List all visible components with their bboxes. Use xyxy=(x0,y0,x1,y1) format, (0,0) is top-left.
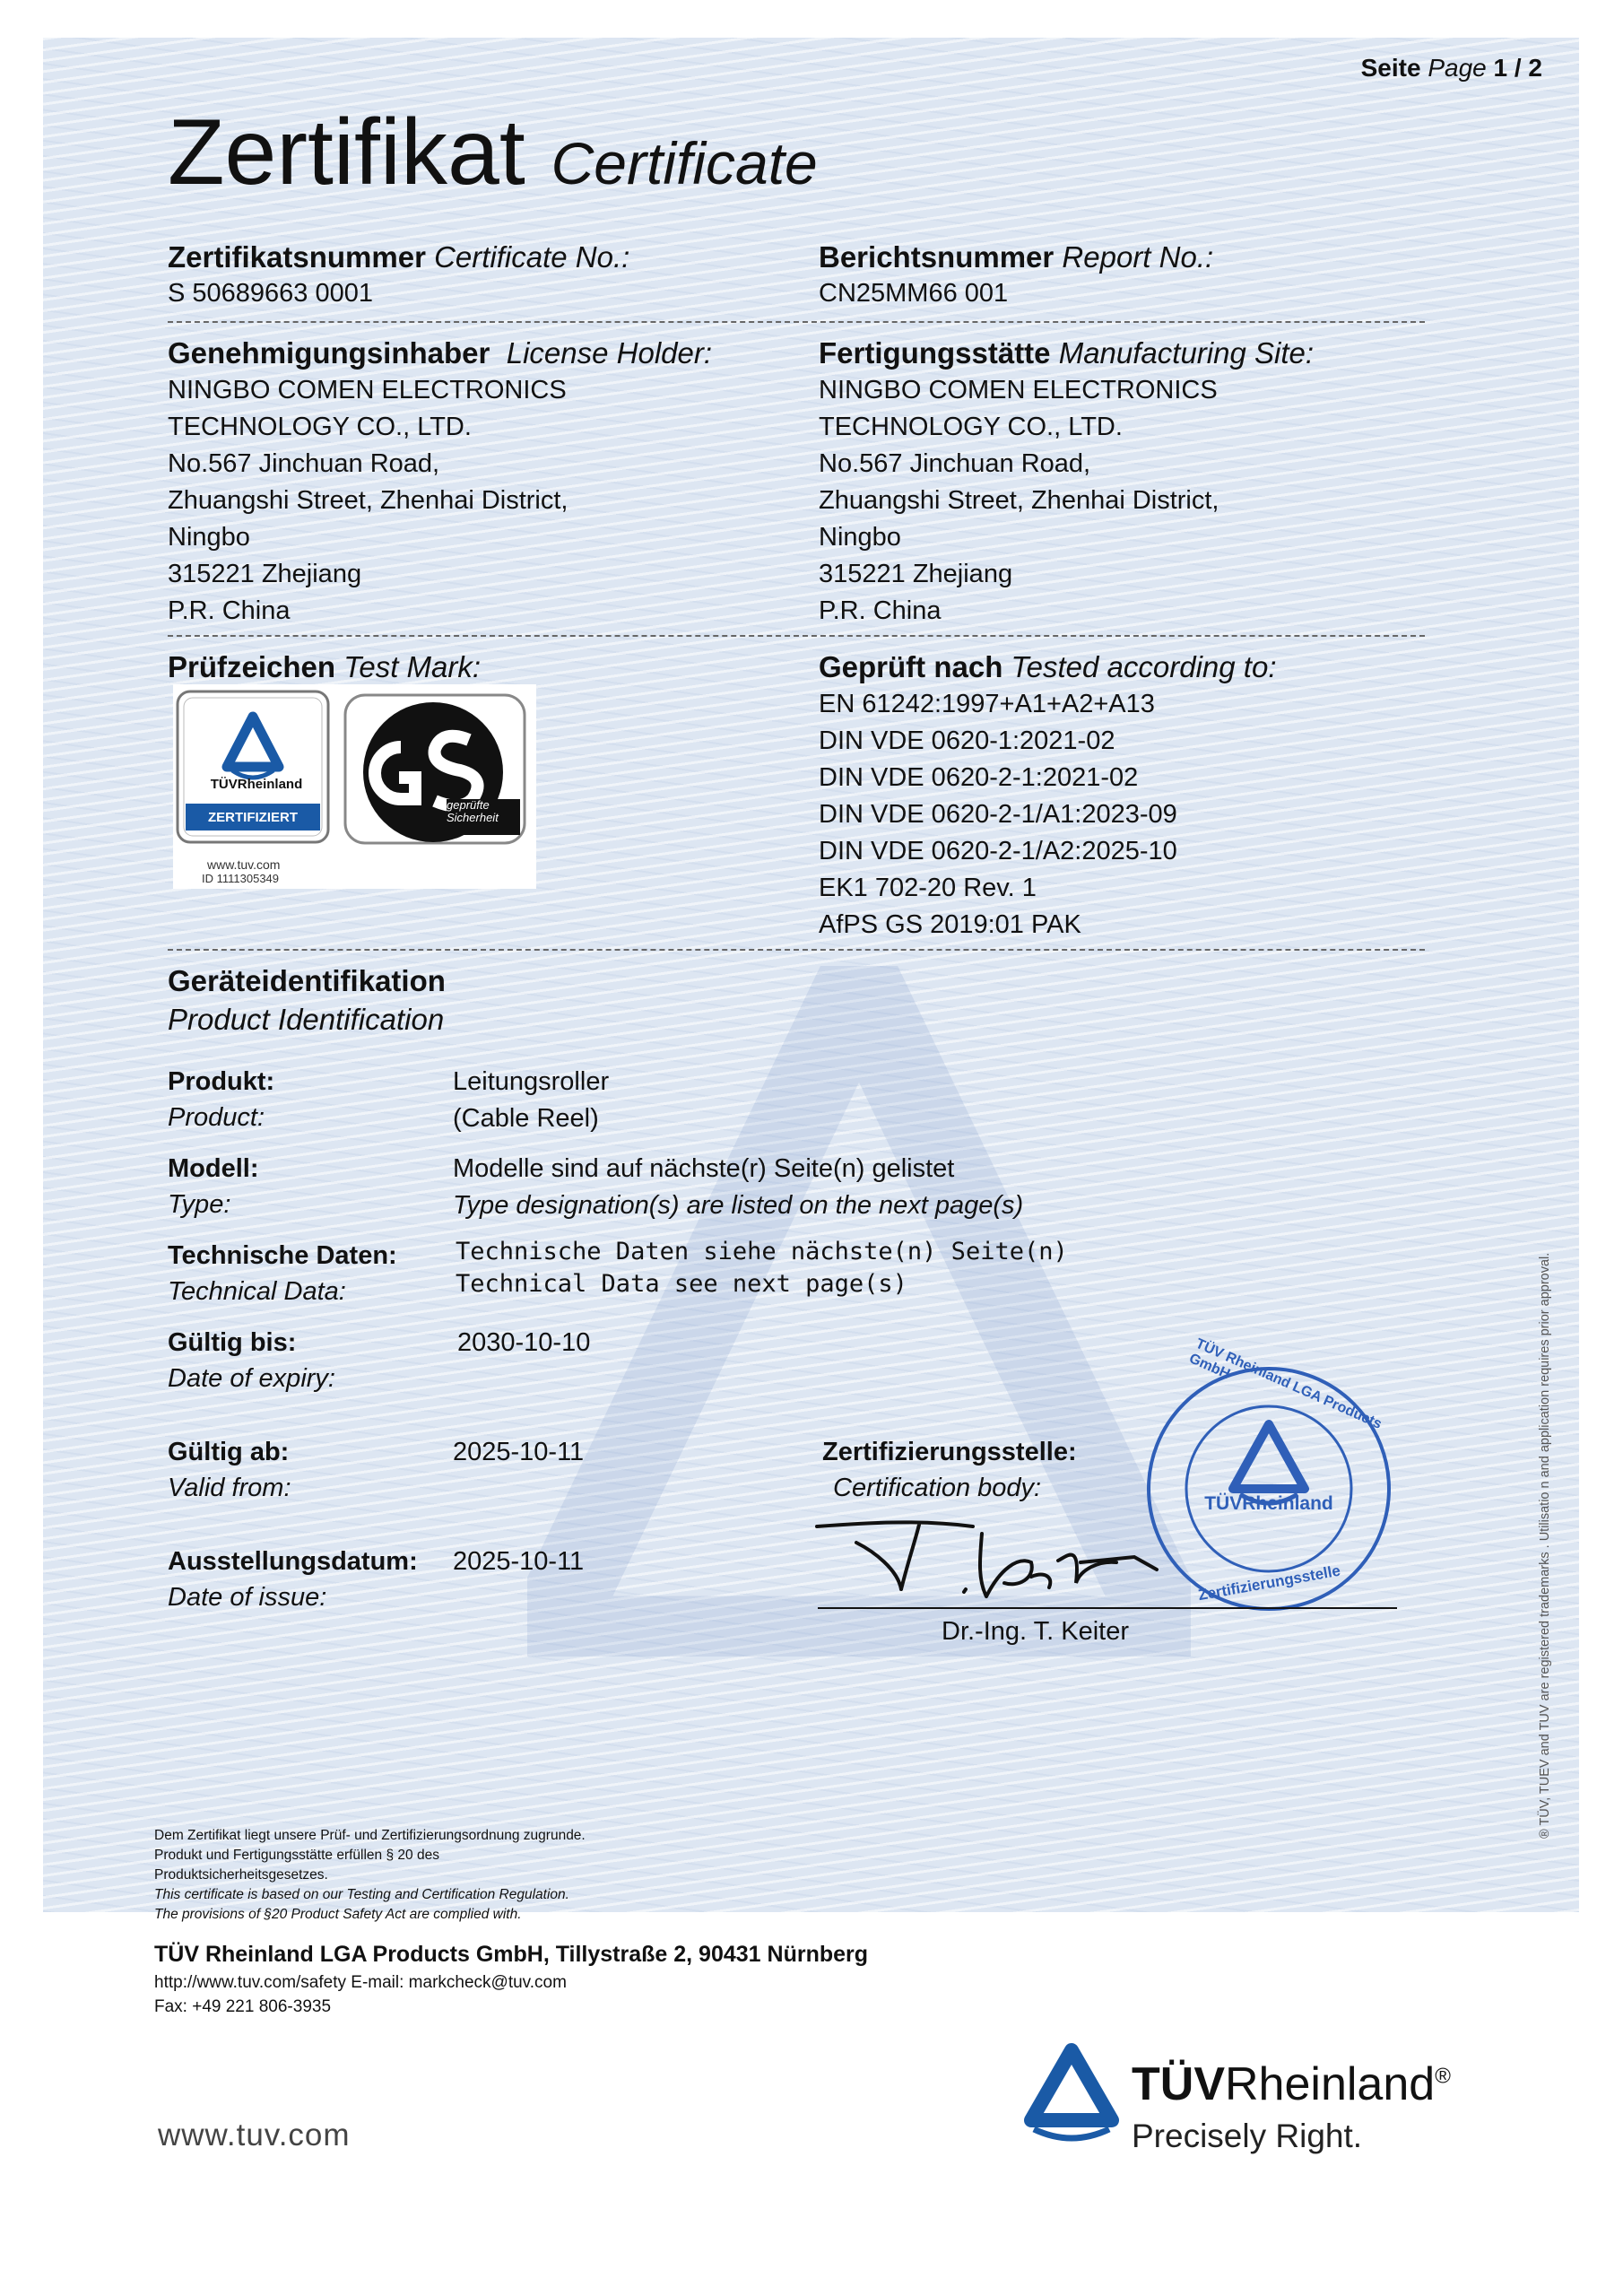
divider xyxy=(168,321,1425,323)
test-mark-id: ID 1111305349 xyxy=(202,872,280,885)
trademark-note: ® TÜV, TUEV and TUV are registered trademarks . Utilisatio n and application requires prior approval. xyxy=(1538,1252,1552,1839)
technical-data-label: Technische Daten: xyxy=(168,1241,397,1270)
product-label-en: Product: xyxy=(168,1103,265,1132)
certificate-number-label: Zertifikatsnummer Certificate No.: xyxy=(168,240,630,274)
manufacturing-site-address: NINGBO COMEN ELECTRONICS TECHNOLOGY CO., LTD. No.567 Jinchuan Road, Zhuangshi Street, Zhenhai District, Ningbo 315221 Zhejiang P.R. China xyxy=(819,376,1219,625)
valid-from-label-en: Valid from: xyxy=(168,1474,291,1502)
expiry-label: Gültig bis: xyxy=(168,1328,297,1357)
company-name: TÜV Rheinland LGA Products GmbH, Tillystraße 2, 90431 Nürnberg xyxy=(154,1942,869,1967)
footer-tagline: Precisely Right. xyxy=(1132,2118,1363,2154)
standard-item: EK1 702-20 Rev. 1 xyxy=(819,874,1037,902)
certification-body-label-en: Certification body: xyxy=(833,1474,1042,1502)
valid-from-label: Gültig ab: xyxy=(168,1438,290,1466)
footer-website[interactable]: www.tuv.com xyxy=(158,2118,351,2152)
footer-logo-text: TÜVRheinland® xyxy=(1132,2058,1451,2110)
gs-text: geprüfte Sicherheit xyxy=(447,798,499,824)
stamp-text-top: TÜV Rheinland LGA Products GmbH xyxy=(1186,1335,1384,1432)
standard-item: DIN VDE 0620-2-1/A2:2025-10 xyxy=(819,837,1177,865)
footnote: Dem Zertifikat liegt unsere Prüf- und Zertifizierungsordnung zugrunde. Produkt und Fertigungsstätte erfüllen § 20 des Produktsicherheitsgesetzes. This certificate is based on our Testing and Certification Regulation. The provisions of §20 Product Safety Act are complied with. xyxy=(154,1828,586,1922)
company-fax: Fax: +49 221 806-3935 xyxy=(154,1997,332,2016)
page-number: Seite Page 1 / 2 xyxy=(1360,54,1542,82)
issue-date-label: Ausstellungsdatum: xyxy=(168,1547,418,1576)
divider xyxy=(168,635,1425,637)
report-number: CN25MM66 001 xyxy=(819,279,1009,308)
product-identification-heading: Geräteidentifikation xyxy=(168,964,446,997)
model-label: Modell: xyxy=(168,1154,259,1183)
technical-data-value: Technische Daten siehe nächste(n) Seite(n) xyxy=(456,1238,1068,1265)
tuv-logo-icon xyxy=(1018,2041,1125,2144)
license-holder-label: Genehmigungsinhaber License Holder: xyxy=(168,336,713,370)
tuv-badge-text: ZERTIFIZIERT xyxy=(208,810,298,825)
standards-label: Geprüft nach Tested according to: xyxy=(819,650,1277,683)
technical-data-value-en: Technical Data see next page(s) xyxy=(456,1270,907,1298)
issue-date-label-en: Date of issue: xyxy=(168,1583,327,1612)
company-contact: http://www.tuv.com/safety E-mail: markcheck@tuv.com xyxy=(154,1973,567,1992)
product-value-en: (Cable Reel) xyxy=(453,1104,599,1133)
tuv-brand-text: TÜVRheinland xyxy=(210,777,303,792)
report-number-label: Berichtsnummer Report No.: xyxy=(819,240,1214,274)
model-value: Modelle sind auf nächste(r) Seite(n) gelistet xyxy=(453,1154,955,1183)
standard-item: DIN VDE 0620-2-1/A1:2023-09 xyxy=(819,800,1177,829)
product-value: Leitungsroller xyxy=(453,1067,610,1096)
test-mark-image xyxy=(173,684,536,889)
license-holder-address: NINGBO COMEN ELECTRONICS TECHNOLOGY CO., LTD. No.567 Jinchuan Road, Zhuangshi Street, Zhenhai District, Ningbo 315221 Zhejiang P.R. China xyxy=(168,376,568,625)
standard-item: DIN VDE 0620-2-1:2021-02 xyxy=(819,763,1139,792)
standard-item: AfPS GS 2019:01 PAK xyxy=(819,910,1081,939)
expiry-label-en: Date of expiry: xyxy=(168,1364,335,1393)
certificate-number: S 50689663 0001 xyxy=(168,279,373,308)
product-identification-heading-en: Product Identification xyxy=(168,1003,445,1036)
stamp-brand: TÜVRheinland xyxy=(1204,1493,1333,1514)
model-label-en: Type: xyxy=(168,1190,231,1219)
issue-date: 2025-10-11 xyxy=(453,1547,585,1576)
valid-from-date: 2025-10-11 xyxy=(453,1438,585,1466)
signature-icon xyxy=(812,1507,1188,1605)
technical-data-label-en: Technical Data: xyxy=(168,1277,346,1306)
divider xyxy=(168,949,1425,951)
stamp-text-bottom: Zertifizierungsstelle xyxy=(1196,1561,1342,1605)
standard-item: DIN VDE 0620-1:2021-02 xyxy=(819,726,1115,755)
product-label: Produkt: xyxy=(168,1067,275,1096)
test-mark-url: www.tuv.com xyxy=(207,857,281,872)
certification-body-label: Zertifizierungsstelle: xyxy=(822,1438,1077,1466)
page-title: Zertifikat Certificate xyxy=(168,100,818,204)
standard-item: EN 61242:1997+A1+A2+A13 xyxy=(819,690,1155,718)
model-value-en: Type designation(s) are listed on the next page(s) xyxy=(453,1191,1024,1220)
test-mark-label: Prüfzeichen Test Mark: xyxy=(168,650,482,683)
signature-line xyxy=(818,1607,1397,1609)
standards-list xyxy=(819,686,1177,944)
signer-name: Dr.-Ing. T. Keiter xyxy=(942,1617,1129,1646)
expiry-date: 2030-10-10 xyxy=(457,1328,591,1357)
manufacturing-site-label: Fertigungsstätte Manufacturing Site: xyxy=(819,336,1315,370)
